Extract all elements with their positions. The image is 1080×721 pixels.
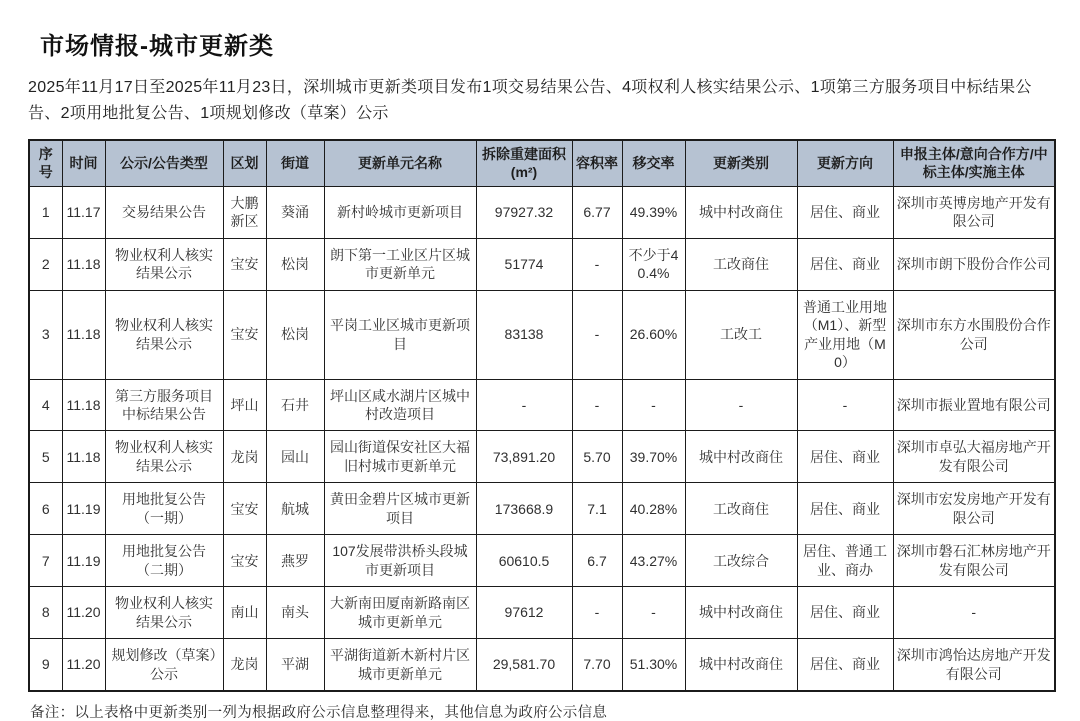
table-cell: 城中村改商住 bbox=[685, 186, 797, 238]
table-cell: 107发展带洪桥头段城市更新项目 bbox=[324, 535, 476, 587]
table-cell: 6.7 bbox=[572, 535, 622, 587]
table-cell: 4 bbox=[29, 379, 62, 431]
table-cell: 居住、商业 bbox=[797, 639, 893, 691]
table-cell: 城中村改商住 bbox=[685, 587, 797, 639]
table-cell: 7 bbox=[29, 535, 62, 587]
table-cell: 深圳市英博房地产开发有限公司 bbox=[893, 186, 1055, 238]
table-cell: 工改商住 bbox=[685, 238, 797, 290]
table-cell: - bbox=[572, 379, 622, 431]
table-cell: 6 bbox=[29, 483, 62, 535]
table-cell: 深圳市东方水围股份合作公司 bbox=[893, 290, 1055, 379]
table-cell: 51774 bbox=[476, 238, 572, 290]
table-cell: 8 bbox=[29, 587, 62, 639]
table-cell: 深圳市宏发房地产开发有限公司 bbox=[893, 483, 1055, 535]
table-cell: 11.18 bbox=[62, 238, 105, 290]
table-cell: 大鹏新区 bbox=[223, 186, 266, 238]
table-cell: 用地批复公告（二期） bbox=[105, 535, 223, 587]
table-cell: 规划修改（草案）公示 bbox=[105, 639, 223, 691]
table-row bbox=[29, 238, 1055, 290]
table-cell: 园山 bbox=[266, 431, 324, 483]
table-cell: 97612 bbox=[476, 587, 572, 639]
column-header: 容积率 bbox=[572, 140, 622, 186]
table-cell: 11.19 bbox=[62, 483, 105, 535]
table-cell: - bbox=[797, 379, 893, 431]
table-cell: 11.18 bbox=[62, 379, 105, 431]
table-cell: 深圳市朗下股份合作公司 bbox=[893, 238, 1055, 290]
table-cell: - bbox=[685, 379, 797, 431]
table-cell: 40.28% bbox=[622, 483, 685, 535]
column-header: 公示/公告类型 bbox=[105, 140, 223, 186]
table-cell: 交易结果公告 bbox=[105, 186, 223, 238]
table-cell: 黄田金碧片区城市更新项目 bbox=[324, 483, 476, 535]
table-cell: 73,891.20 bbox=[476, 431, 572, 483]
table-cell: 工改综合 bbox=[685, 535, 797, 587]
table-cell: 11.20 bbox=[62, 639, 105, 691]
table-header-row bbox=[29, 140, 1055, 186]
column-header: 移交率 bbox=[622, 140, 685, 186]
column-header: 街道 bbox=[266, 140, 324, 186]
table-cell: 平湖 bbox=[266, 639, 324, 691]
table-cell: 3 bbox=[29, 290, 62, 379]
table-body bbox=[29, 186, 1055, 691]
table-cell: 2 bbox=[29, 238, 62, 290]
table-cell: 新村岭城市更新项目 bbox=[324, 186, 476, 238]
column-header: 拆除重建面积(m²) bbox=[476, 140, 572, 186]
table-cell: 城中村改商住 bbox=[685, 639, 797, 691]
table-row bbox=[29, 431, 1055, 483]
table-cell: 6.77 bbox=[572, 186, 622, 238]
column-header: 更新单元名称 bbox=[324, 140, 476, 186]
table-cell: 43.27% bbox=[622, 535, 685, 587]
table-row bbox=[29, 290, 1055, 379]
table-cell: 7.1 bbox=[572, 483, 622, 535]
column-header: 区划 bbox=[223, 140, 266, 186]
column-header: 时间 bbox=[62, 140, 105, 186]
table-cell: 居住、商业 bbox=[797, 431, 893, 483]
table-cell: - bbox=[572, 587, 622, 639]
table-cell: 物业权利人核实结果公示 bbox=[105, 290, 223, 379]
table-cell: 物业权利人核实结果公示 bbox=[105, 587, 223, 639]
table-cell: 园山街道保安社区大福旧村城市更新单元 bbox=[324, 431, 476, 483]
table-header bbox=[29, 140, 1055, 186]
table-cell: 不少于40.4% bbox=[622, 238, 685, 290]
table-cell: 居住、商业 bbox=[797, 587, 893, 639]
table-cell: 燕罗 bbox=[266, 535, 324, 587]
table-cell: 松岗 bbox=[266, 238, 324, 290]
table-cell: 宝安 bbox=[223, 535, 266, 587]
table-cell: 51.30% bbox=[622, 639, 685, 691]
table-row bbox=[29, 483, 1055, 535]
table-cell: 居住、商业 bbox=[797, 238, 893, 290]
table-cell: 用地批复公告（一期） bbox=[105, 483, 223, 535]
table-cell: - bbox=[572, 238, 622, 290]
table-cell: 第三方服务项目中标结果公告 bbox=[105, 379, 223, 431]
table-cell: 南头 bbox=[266, 587, 324, 639]
table-cell: 坪山区咸水湖片区城中村改造项目 bbox=[324, 379, 476, 431]
column-header: 更新类别 bbox=[685, 140, 797, 186]
table-cell: 南山 bbox=[223, 587, 266, 639]
table-cell: 松岗 bbox=[266, 290, 324, 379]
table-cell: 39.70% bbox=[622, 431, 685, 483]
table-cell: 普通工业用地（M1）、新型产业用地（M0） bbox=[797, 290, 893, 379]
table-cell: 航城 bbox=[266, 483, 324, 535]
table-cell: 5 bbox=[29, 431, 62, 483]
table-cell: 平湖街道新木新村片区城市更新单元 bbox=[324, 639, 476, 691]
table-cell: 物业权利人核实结果公示 bbox=[105, 238, 223, 290]
table-cell: 居住、商业 bbox=[797, 186, 893, 238]
table-cell: 宝安 bbox=[223, 483, 266, 535]
column-header: 序号 bbox=[29, 140, 62, 186]
table-cell: 宝安 bbox=[223, 290, 266, 379]
table-cell: 龙岗 bbox=[223, 431, 266, 483]
table-cell: 工改商住 bbox=[685, 483, 797, 535]
table-cell: 11.18 bbox=[62, 431, 105, 483]
table-cell: 11.20 bbox=[62, 587, 105, 639]
table-cell: 173668.9 bbox=[476, 483, 572, 535]
table-cell: 石井 bbox=[266, 379, 324, 431]
table-cell: - bbox=[476, 379, 572, 431]
table-cell: 60610.5 bbox=[476, 535, 572, 587]
table-cell: 5.70 bbox=[572, 431, 622, 483]
table-cell: 1 bbox=[29, 186, 62, 238]
table-cell: 居住、普通工业、商办 bbox=[797, 535, 893, 587]
column-header: 申报主体/意向合作方/中标主体/实施主体 bbox=[893, 140, 1055, 186]
table-cell: 深圳市振业置地有限公司 bbox=[893, 379, 1055, 431]
table-row bbox=[29, 379, 1055, 431]
table-cell: 9 bbox=[29, 639, 62, 691]
table-cell: 龙岗 bbox=[223, 639, 266, 691]
table-cell: - bbox=[622, 379, 685, 431]
table-cell: - bbox=[572, 290, 622, 379]
table-cell: 朗下第一工业区片区城市更新单元 bbox=[324, 238, 476, 290]
table-cell: 宝安 bbox=[223, 238, 266, 290]
table-cell: 7.70 bbox=[572, 639, 622, 691]
table-cell: 居住、商业 bbox=[797, 483, 893, 535]
column-header: 更新方向 bbox=[797, 140, 893, 186]
table-cell: 26.60% bbox=[622, 290, 685, 379]
table-cell: 97927.32 bbox=[476, 186, 572, 238]
table-cell: 平岗工业区城市更新项目 bbox=[324, 290, 476, 379]
table-row bbox=[29, 186, 1055, 238]
table-cell: 深圳市鸿怡达房地产开发有限公司 bbox=[893, 639, 1055, 691]
projects-table bbox=[28, 139, 1056, 692]
table-cell: 工改工 bbox=[685, 290, 797, 379]
table-cell: 大新南田厦南新路南区城市更新单元 bbox=[324, 587, 476, 639]
footnote: 备注：以上表格中更新类别一列为根据政府公示信息整理得来，其他信息为政府公示信息 bbox=[30, 705, 608, 721]
table-cell: 葵涌 bbox=[266, 186, 324, 238]
table-cell: 49.39% bbox=[622, 186, 685, 238]
intro-text: 2025年11月17日至2025年11月23日，深圳城市更新类项目发布1项交易结果公告、4项权利人核实结果公示、1项第三方服务项目中标结果公告、2项用地批复公告、1项规划修改（草案）公示 bbox=[28, 79, 1032, 122]
table-cell: 11.19 bbox=[62, 535, 105, 587]
table-cell: 83138 bbox=[476, 290, 572, 379]
page-title: 市场情报-城市更新类 bbox=[40, 33, 274, 60]
table-cell: 物业权利人核实结果公示 bbox=[105, 431, 223, 483]
table-cell: 11.17 bbox=[62, 186, 105, 238]
table-row bbox=[29, 535, 1055, 587]
table-cell: 11.18 bbox=[62, 290, 105, 379]
table-cell: - bbox=[893, 587, 1055, 639]
table-cell: 29,581.70 bbox=[476, 639, 572, 691]
table-cell: 深圳市卓弘大福房地产开发有限公司 bbox=[893, 431, 1055, 483]
table-cell: 城中村改商住 bbox=[685, 431, 797, 483]
table-row bbox=[29, 587, 1055, 639]
table-cell: - bbox=[622, 587, 685, 639]
table-cell: 深圳市磐石汇林房地产开发有限公司 bbox=[893, 535, 1055, 587]
table-row bbox=[29, 639, 1055, 691]
table-cell: 坪山 bbox=[223, 379, 266, 431]
